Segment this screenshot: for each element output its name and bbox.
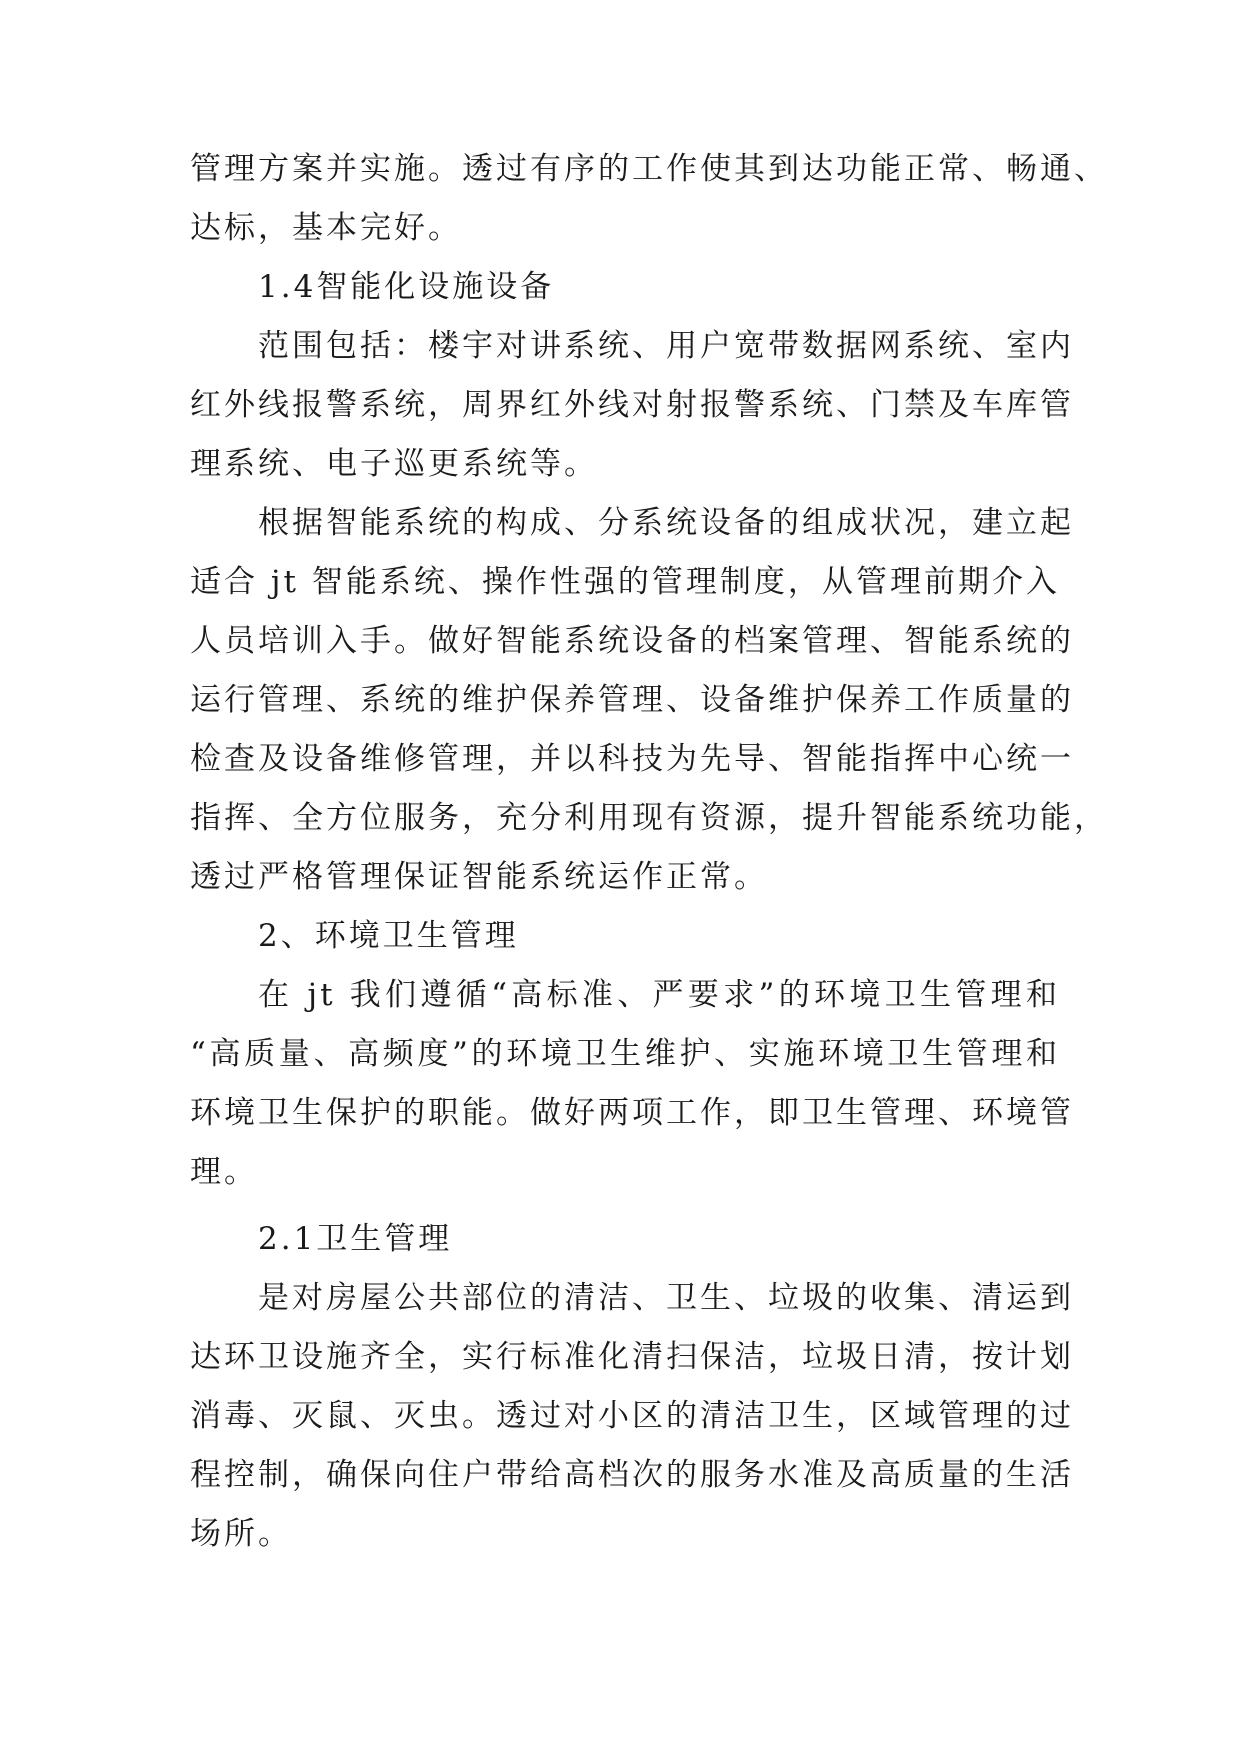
text-line: 环境卫生保护的职能。做好两项工作，即卫生管理、环境管 xyxy=(190,1095,1074,1131)
section-heading: 2、环境卫生管理 xyxy=(258,918,519,954)
section-heading: 1.4智能化设施设备 xyxy=(258,269,555,305)
text-line: 是对房屋公共部位的清洁、卫生、垃圾的收集、清运到 xyxy=(258,1280,1074,1316)
text-line: 理系统、电子巡更系统等。 xyxy=(190,446,598,482)
text-line: 适合 jt 智能系统、操作性强的管理制度，从管理前期介入 xyxy=(190,564,1060,600)
text-line: 在 jt 我们遵循“高标准、严要求”的环境卫生管理和 xyxy=(258,977,1060,1013)
document-body xyxy=(190,140,1108,1564)
text-line: 检查及设备维修管理，并以科技为先导、智能指挥中心统一 xyxy=(190,741,1074,777)
section-heading: 2.1卫生管理 xyxy=(258,1221,453,1257)
text-line: 人员培训入手。做好智能系统设备的档案管理、智能系统的 xyxy=(190,623,1074,659)
text-line: 消毒、灭鼠、灭虫。透过对小区的清洁卫生，区域管理的过 xyxy=(190,1398,1074,1434)
text-line: 根据智能系统的构成、分系统设备的组成状况，建立起 xyxy=(258,505,1074,541)
text-line: 程控制，确保向住户带给高档次的服务水准及高质量的生活 xyxy=(190,1457,1074,1493)
text-line: 场所。 xyxy=(190,1516,292,1552)
text-line: 红外线报警系统，周界红外线对射报警系统、门禁及车库管 xyxy=(190,387,1074,423)
text-line: 理。 xyxy=(190,1154,258,1190)
text-line: 运行管理、系统的维护保养管理、设备维护保养工作质量的 xyxy=(190,682,1074,718)
text-line: 达标，基本完好。 xyxy=(190,210,462,246)
paragraph-spacer xyxy=(190,1202,1060,1210)
text-line: 透过严格管理保证智能系统运作正常。 xyxy=(190,859,768,895)
text-line: 达环卫设施齐全，实行标准化清扫保洁，垃圾日清，按计划 xyxy=(190,1339,1074,1375)
text-line: 指挥、全方位服务，充分利用现有资源，提升智能系统功能， xyxy=(190,800,1108,836)
text-line: “高质量、高频度”的环境卫生维护、实施环境卫生管理和 xyxy=(190,1036,1060,1072)
text-line: 管理方案并实施。透过有序的工作使其到达功能正常、畅通、 xyxy=(190,151,1108,187)
text-line: 范围包括：楼宇对讲系统、用户宽带数据网系统、室内 xyxy=(258,328,1074,364)
